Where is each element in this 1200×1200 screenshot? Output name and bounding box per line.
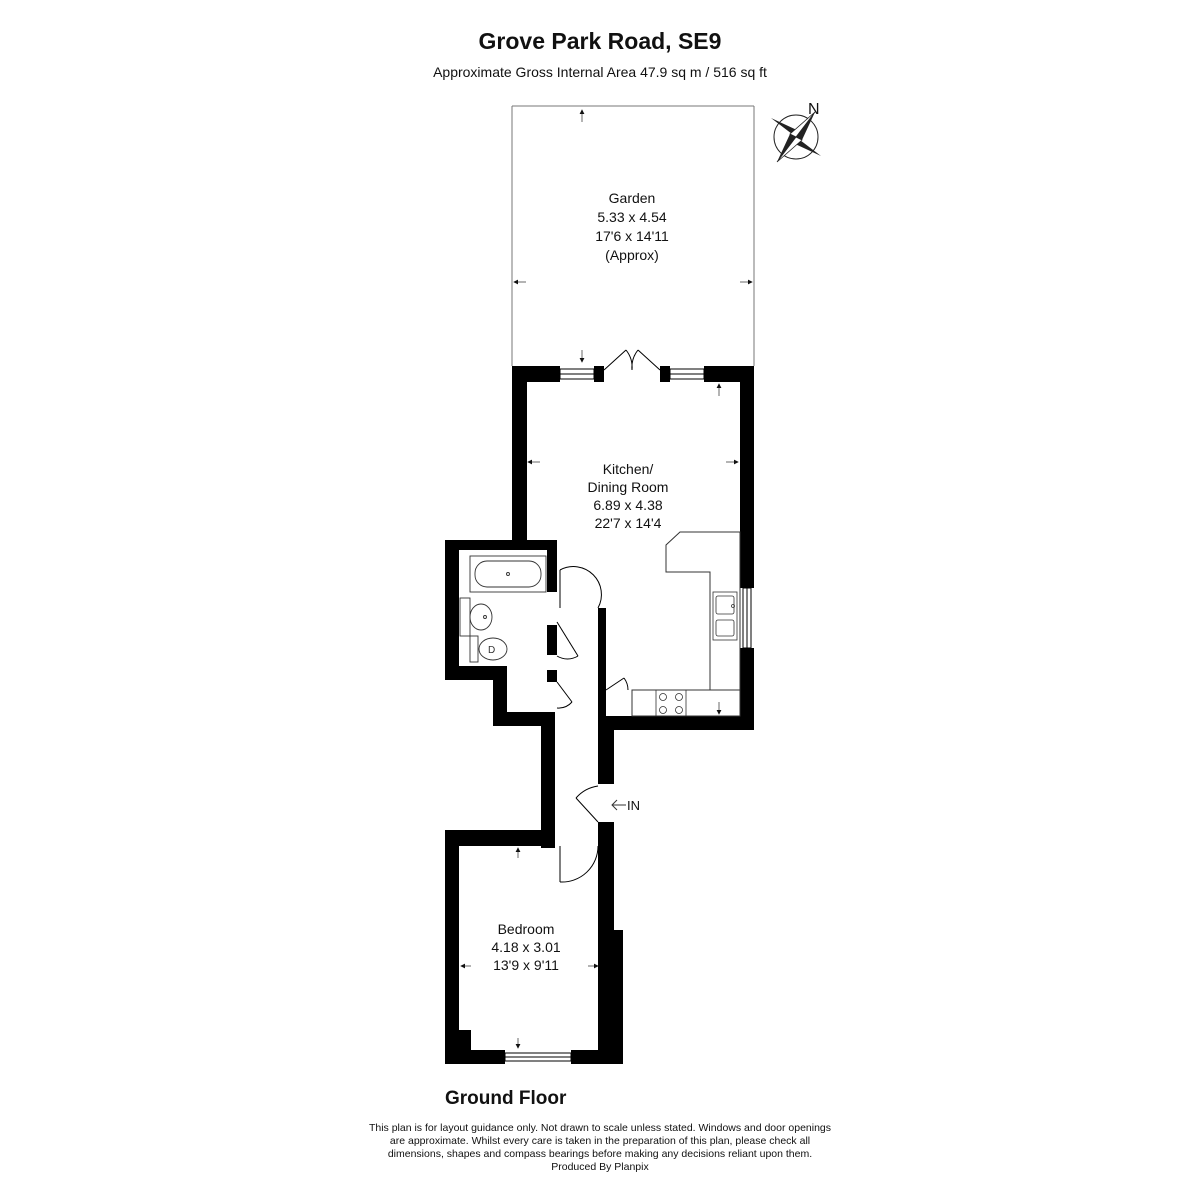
bathroom-doors[interactable]: [557, 567, 601, 708]
kitchen-metric: 6.89 x 4.38: [593, 497, 663, 513]
entrance-door[interactable]: [576, 786, 598, 822]
french-doors: [604, 350, 660, 370]
toilet-label: D: [488, 645, 496, 656]
garden-metric: 5.33 x 4.54: [597, 209, 667, 225]
entrance-label: IN: [627, 798, 640, 813]
compass-north-label: N: [808, 101, 820, 118]
garden-label: [595, 190, 669, 263]
compass-icon: [771, 101, 821, 162]
entrance-arrow-icon: [612, 800, 626, 810]
kitchen-name-1: Kitchen/: [602, 461, 654, 477]
bedroom-label: [491, 921, 560, 973]
floor-label: Ground Floor: [445, 1088, 567, 1109]
disclaimer-line-3: dimensions, shapes and compass bearings before making any decisions reliant upon them.: [387, 1148, 813, 1160]
kitchen-units: [632, 532, 740, 716]
disclaimer-line-1: This plan is for layout guidance only. Not drawn to scale unless stated. Windows and door openings: [368, 1122, 832, 1134]
kitchen-door[interactable]: [606, 678, 628, 690]
wash-basin-icon: [460, 598, 492, 636]
kitchen-name-2: Dining Room: [587, 479, 669, 495]
disclaimer-line-4: Produced By Planpix: [551, 1161, 649, 1173]
disclaimer: [360, 1122, 840, 1174]
bath-icon: [470, 556, 546, 592]
kitchen-label: [588, 461, 669, 531]
kitchen-imperial: 22'7 x 14'4: [594, 515, 662, 531]
disclaimer-line-2: are approximate. Whilst every care is taken in the preparation of this plan, please check all: [389, 1135, 811, 1147]
bedroom-metric: 4.18 x 3.01: [491, 939, 561, 955]
bedroom-door[interactable]: [560, 846, 598, 882]
garden-note: (Approx): [605, 247, 659, 263]
plan-title: Grove Park Road, SE9: [478, 28, 722, 54]
garden-imperial: 17'6 x 14'11: [595, 228, 669, 244]
bedroom-imperial: 13'9 x 9'11: [493, 957, 559, 973]
gross-area: Approximate Gross Internal Area 47.9 sq m / 516 sq ft: [433, 64, 767, 80]
garden-name: Garden: [608, 190, 656, 206]
bedroom-name: Bedroom: [497, 921, 555, 937]
